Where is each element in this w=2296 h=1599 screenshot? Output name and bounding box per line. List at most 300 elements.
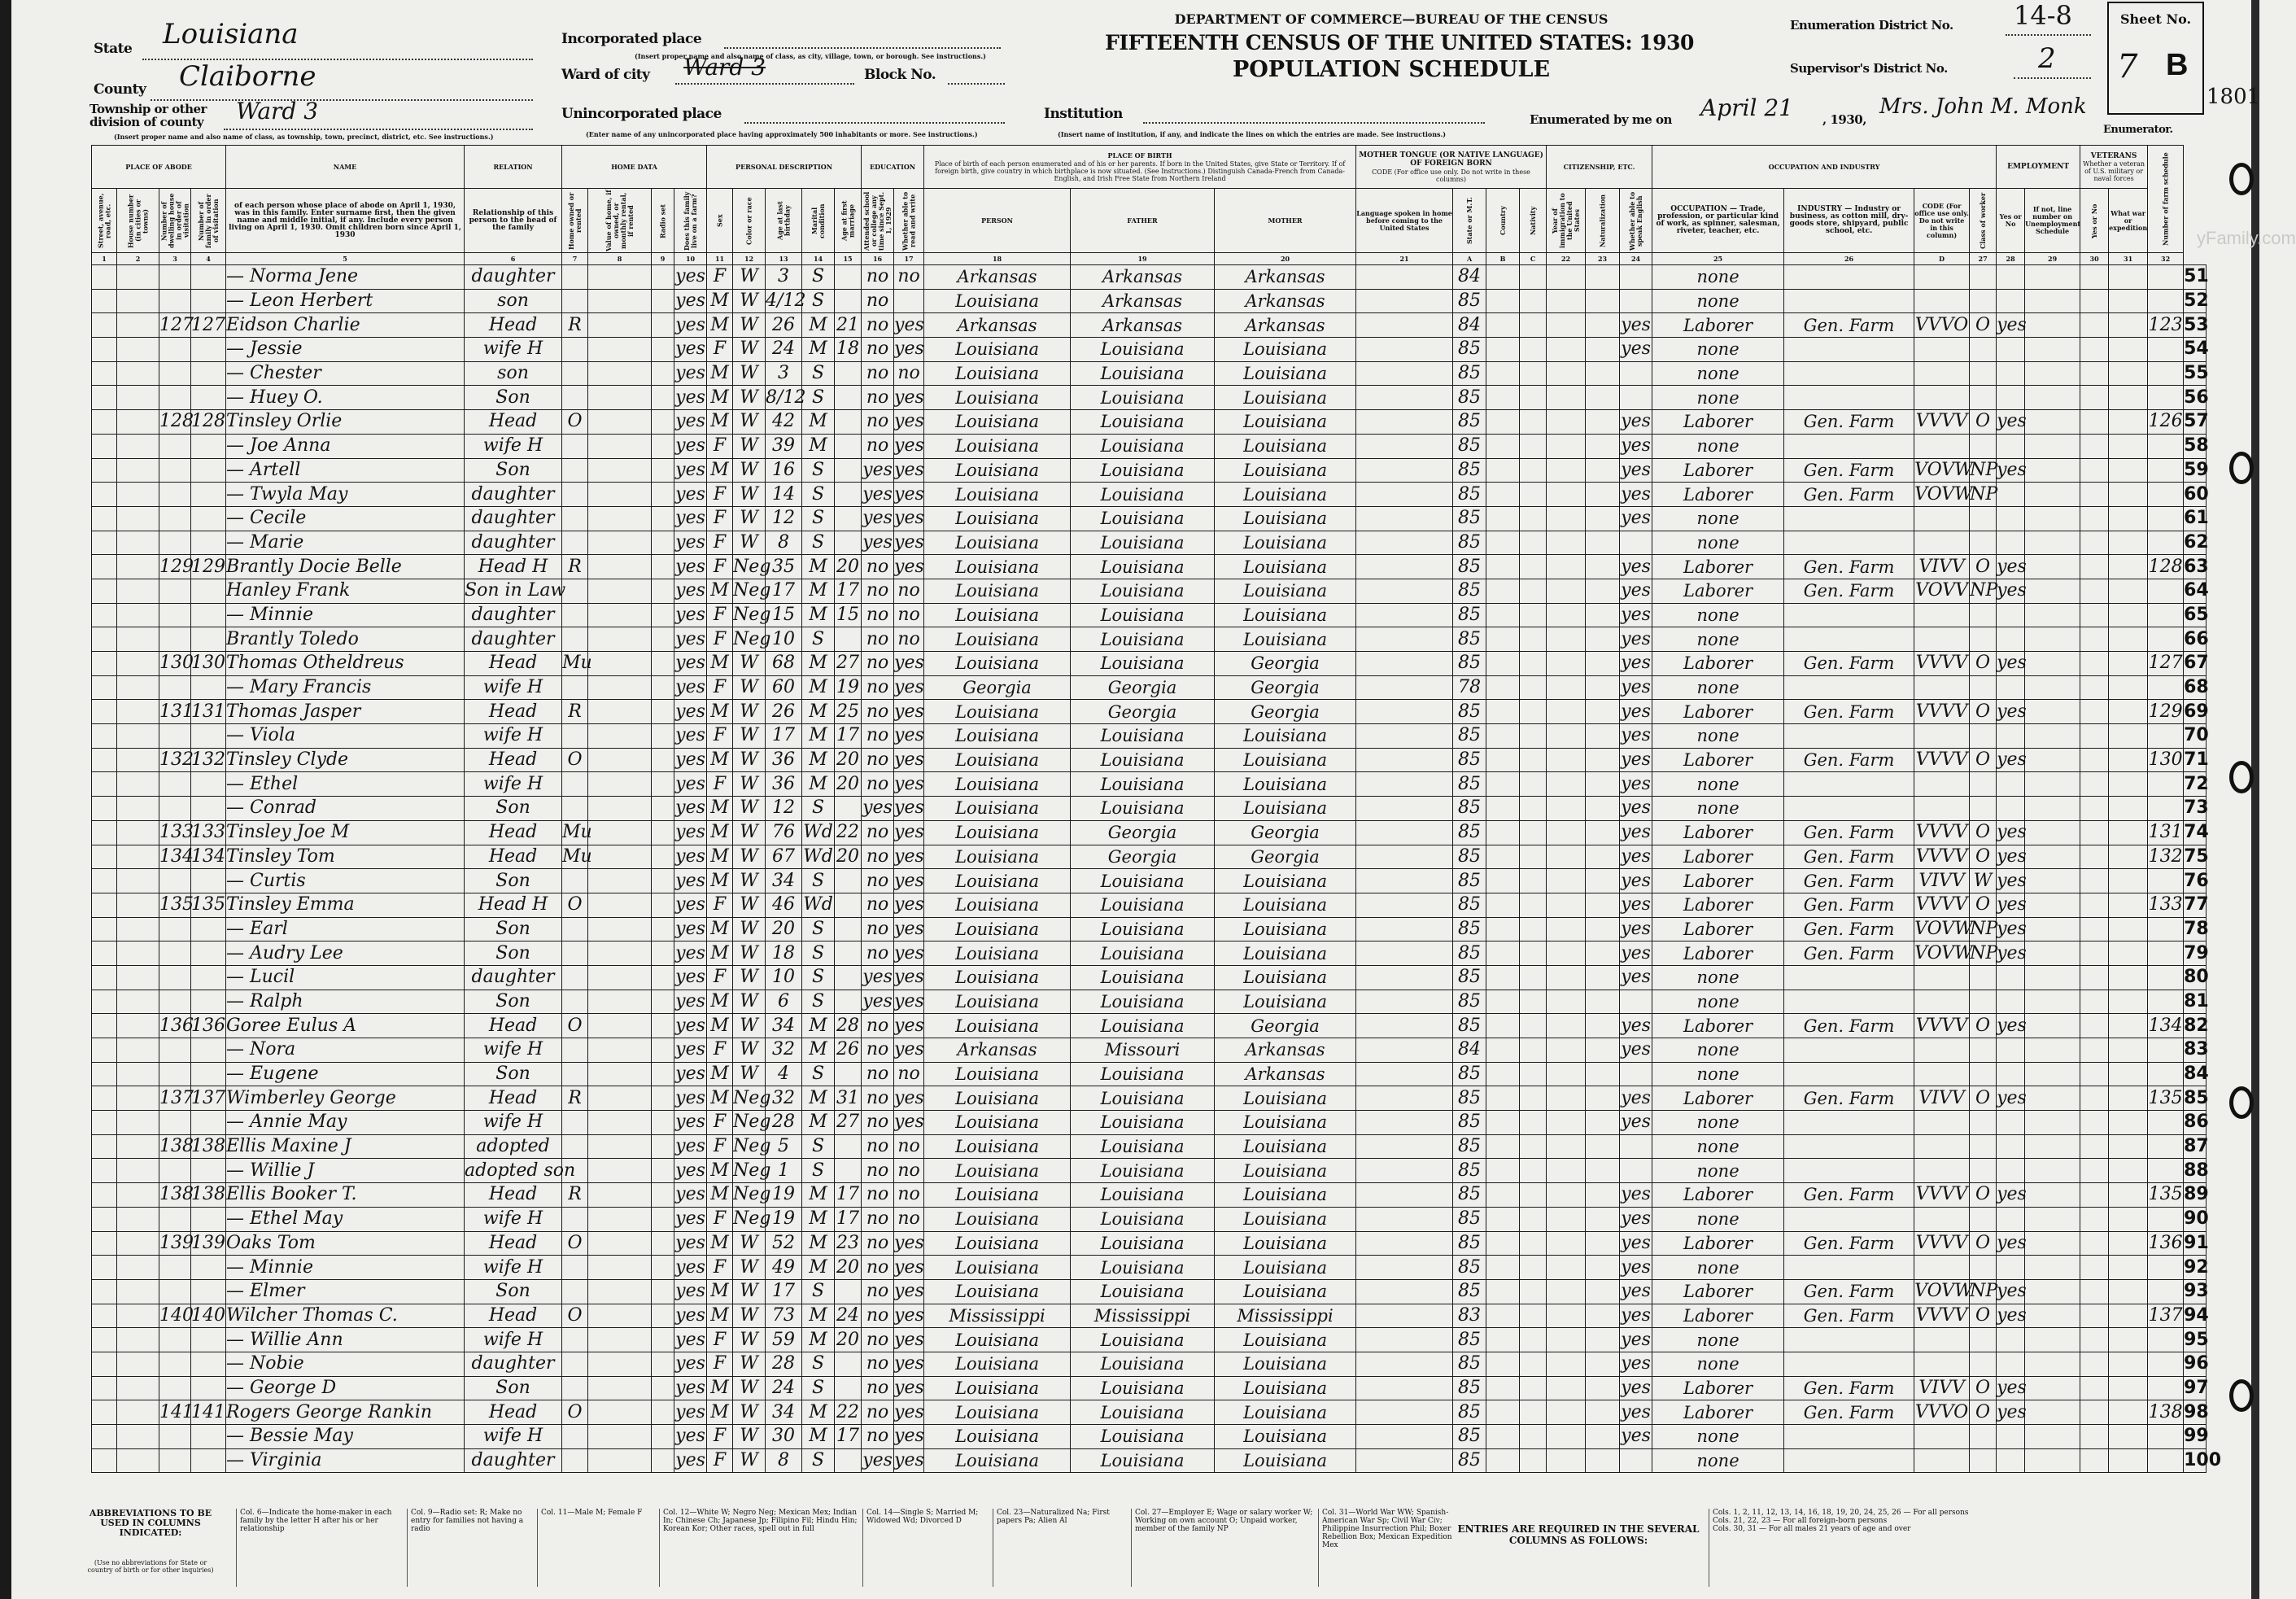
cell-father-birthplace: Louisiana	[1071, 1134, 1215, 1159]
cell-birthplace: Louisiana	[924, 1207, 1071, 1231]
cell-age: 3	[766, 361, 802, 386]
cell-war	[2109, 893, 2148, 917]
cell-occupation-code: VVVO	[1914, 1400, 1970, 1425]
cell-industry	[1784, 289, 1914, 313]
cell-home-value	[588, 1014, 652, 1038]
cell-age: 17	[766, 724, 802, 749]
cell-state-code: 85	[1453, 1352, 1486, 1376]
cell-race: W	[733, 313, 766, 338]
cell-employed	[1997, 361, 2025, 386]
cell-street	[92, 1400, 117, 1425]
cell-family-number	[191, 265, 226, 290]
cell-line-number: 81	[2184, 990, 2207, 1014]
cell-house-number	[117, 531, 159, 555]
cell-literacy: no	[894, 265, 924, 290]
column-number: 28	[1997, 253, 2025, 265]
cell-home-tenure: R	[562, 313, 588, 338]
line-number-header	[2184, 146, 2207, 265]
cell-war	[2109, 434, 2148, 458]
cell-state-code: 85	[1453, 1279, 1486, 1304]
cell-unemployment-line	[2025, 1448, 2080, 1473]
cell-home-tenure: O	[562, 893, 588, 917]
cell-mother-birthplace: Louisiana	[1215, 1328, 1356, 1352]
abbreviations-title: ABBREVIATIONS TO BE USED IN COLUMNS INDICATED:	[89, 1508, 212, 1538]
cell-age: 59	[766, 1328, 802, 1352]
cell-sex: F	[707, 265, 733, 290]
cell-industry: Gen. Farm	[1784, 820, 1914, 845]
cell-home-tenure	[562, 434, 588, 458]
cell-industry: Gen. Farm	[1784, 555, 1914, 579]
cell-school-attendance: no	[862, 1014, 894, 1038]
cell-class-of-worker: O	[1970, 1304, 1997, 1328]
column-header-english: Whether able to speak English	[1620, 189, 1652, 253]
abbrev-col31: Col. 31—World War WW; Spanish-American War Sp; Civil War Civ; Philippine Insurrection Phil; Boxer Rebellion Box; Mexican Expedition Mex	[1318, 1509, 1452, 1587]
cell-mother-tongue	[1356, 1231, 1453, 1256]
cell-person-name: — Leon Herbert	[226, 289, 465, 313]
cell-farm-residence: yes	[674, 965, 707, 990]
cell-mother-birthplace: Louisiana	[1215, 990, 1356, 1014]
cell-age-at-marriage	[835, 1062, 862, 1086]
cell-industry	[1784, 1207, 1914, 1231]
cell-class-of-worker	[1970, 434, 1997, 458]
cell-street	[92, 1134, 117, 1159]
cell-immigration-year	[1547, 338, 1586, 362]
cell-industry	[1784, 265, 1914, 290]
cell-home-value	[588, 531, 652, 555]
cell-occupation: none	[1652, 506, 1784, 531]
cell-speaks-english	[1620, 361, 1652, 386]
cell-birthplace: Louisiana	[924, 941, 1071, 966]
cell-farm-residence: yes	[674, 603, 707, 627]
cell-naturalization	[1586, 1014, 1620, 1038]
group-citizenship: CITIZENSHIP, ETC.	[1547, 146, 1652, 189]
cell-age-at-marriage	[835, 965, 862, 990]
supervisor-value: 2	[2038, 42, 2056, 75]
cell-speaks-english: yes	[1620, 1400, 1652, 1425]
cell-war	[2109, 1062, 2148, 1086]
column-header-industry: INDUSTRY — Industry or business, as cotton mill, dry-goods store, shipyard, public school, etc.	[1784, 189, 1914, 253]
cell-age: 30	[766, 1425, 802, 1449]
cell-school-attendance: no	[862, 1256, 894, 1280]
cell-sex: M	[707, 313, 733, 338]
cell-street	[92, 1231, 117, 1256]
cell-naturalization	[1586, 1038, 1620, 1063]
cell-country-code	[1486, 941, 1520, 966]
cell-veteran	[2080, 1448, 2109, 1473]
cell-father-birthplace: Louisiana	[1071, 1086, 1215, 1111]
cell-person-name: — Viola	[226, 724, 465, 749]
cell-literacy: no	[894, 579, 924, 603]
cell-industry	[1784, 338, 1914, 362]
cell-father-birthplace: Louisiana	[1071, 361, 1215, 386]
cell-farm-residence: yes	[674, 506, 707, 531]
cell-literacy: yes	[894, 845, 924, 869]
cell-race: W	[733, 1425, 766, 1449]
cell-house-number	[117, 1304, 159, 1328]
table-row	[92, 1256, 2207, 1280]
cell-mother-birthplace: Louisiana	[1215, 1352, 1356, 1376]
cell-radio	[652, 941, 674, 966]
cell-age: 17	[766, 1279, 802, 1304]
cell-employed	[1997, 1111, 2025, 1135]
cell-father-birthplace: Arkansas	[1071, 313, 1215, 338]
cell-speaks-english: yes	[1620, 748, 1652, 772]
cell-street	[92, 579, 117, 603]
table-row	[92, 1448, 2207, 1473]
cell-relation: daughter	[465, 1448, 562, 1473]
cell-school-attendance: no	[862, 1279, 894, 1304]
cell-marital-status: S	[802, 990, 835, 1014]
ed-line	[2006, 34, 2091, 36]
cell-occupation-code	[1914, 797, 1970, 821]
cell-mother-tongue	[1356, 1279, 1453, 1304]
cell-farm-residence: yes	[674, 845, 707, 869]
cell-class-of-worker	[1970, 990, 1997, 1014]
cell-mother-tongue	[1356, 1448, 1453, 1473]
cell-home-value	[588, 410, 652, 435]
abbrev-col27: Col. 27—Employer E; Wage or salary worker W; Working on own account O; Unpaid worker, member of the family NP	[1131, 1509, 1314, 1587]
cell-sex: F	[707, 1352, 733, 1376]
cell-birthplace: Louisiana	[924, 1086, 1071, 1111]
cell-relation: wife H	[465, 1425, 562, 1449]
cell-state-code: 85	[1453, 1183, 1486, 1208]
cell-speaks-english: yes	[1620, 1086, 1652, 1111]
cell-sex: M	[707, 1014, 733, 1038]
cell-veteran	[2080, 941, 2109, 966]
cell-line-number: 98	[2184, 1400, 2207, 1425]
column-number: A	[1453, 253, 1486, 265]
cell-sex: M	[707, 410, 733, 435]
unincorporated-label: Unincorporated place	[561, 106, 722, 122]
cell-speaks-english	[1620, 386, 1652, 410]
cell-industry: Gen. Farm	[1784, 1014, 1914, 1038]
cell-birthplace: Louisiana	[924, 990, 1071, 1014]
incorporated-line	[724, 47, 1001, 49]
cell-family-number	[191, 1062, 226, 1086]
cell-class-of-worker	[1970, 338, 1997, 362]
cell-radio	[652, 531, 674, 555]
cell-war	[2109, 797, 2148, 821]
cell-home-tenure	[562, 869, 588, 893]
cell-line-number: 56	[2184, 386, 2207, 410]
cell-age-at-marriage: 31	[835, 1086, 862, 1111]
cell-state-code: 85	[1453, 410, 1486, 435]
column-header-sex: Sex	[707, 189, 733, 253]
cell-home-value	[588, 797, 652, 821]
cell-immigration-year	[1547, 410, 1586, 435]
cell-birthplace: Louisiana	[924, 1425, 1071, 1449]
cell-unemployment-line	[2025, 941, 2080, 966]
cell-age: 28	[766, 1352, 802, 1376]
cell-mother-tongue	[1356, 965, 1453, 990]
cell-home-tenure	[562, 1425, 588, 1449]
cell-farm-schedule-number	[2148, 675, 2184, 700]
cell-literacy: yes	[894, 820, 924, 845]
cell-home-value	[588, 1256, 652, 1280]
cell-sex: F	[707, 434, 733, 458]
cell-industry	[1784, 965, 1914, 990]
cell-mother-birthplace: Louisiana	[1215, 965, 1356, 990]
cell-person-name: Rogers George Rankin	[226, 1400, 465, 1425]
cell-marital-status: S	[802, 1062, 835, 1086]
cell-street	[92, 434, 117, 458]
table-row	[92, 1304, 2207, 1328]
cell-class-of-worker: NP	[1970, 941, 1997, 966]
cell-occupation: none	[1652, 797, 1784, 821]
table-row	[92, 700, 2207, 724]
cell-state-code: 85	[1453, 627, 1486, 652]
cell-sex: M	[707, 820, 733, 845]
cell-school-attendance: no	[862, 869, 894, 893]
cell-father-birthplace: Louisiana	[1071, 965, 1215, 990]
column-header-person: PERSON	[924, 189, 1071, 253]
state-value: Louisiana	[163, 18, 299, 50]
cell-immigration-year	[1547, 627, 1586, 652]
cell-employed: yes	[1997, 579, 2025, 603]
cell-employed: yes	[1997, 652, 2025, 676]
cell-family-number	[191, 675, 226, 700]
cell-farm-residence: yes	[674, 893, 707, 917]
cell-nativity-code	[1520, 386, 1547, 410]
cell-occupation-code: VVVV	[1914, 652, 1970, 676]
cell-sex: M	[707, 797, 733, 821]
cell-immigration-year	[1547, 1448, 1586, 1473]
cell-mother-tongue	[1356, 748, 1453, 772]
cell-immigration-year	[1547, 1279, 1586, 1304]
cell-class-of-worker: O	[1970, 1400, 1997, 1425]
cell-age: 39	[766, 434, 802, 458]
cell-farm-residence: yes	[674, 483, 707, 507]
cell-speaks-english: yes	[1620, 1014, 1652, 1038]
cell-class-of-worker	[1970, 772, 1997, 797]
cell-immigration-year	[1547, 1134, 1586, 1159]
column-header-read: Whether able to read and write	[894, 189, 924, 253]
cell-family-number: 138	[191, 1183, 226, 1208]
cell-occupation-code	[1914, 965, 1970, 990]
column-number: 2	[117, 253, 159, 265]
cell-home-value	[588, 555, 652, 579]
cell-radio	[652, 555, 674, 579]
cell-age: 8/12	[766, 386, 802, 410]
table-row	[92, 483, 2207, 507]
cell-country-code	[1486, 1425, 1520, 1449]
cell-father-birthplace: Louisiana	[1071, 1014, 1215, 1038]
cell-veteran	[2080, 1304, 2109, 1328]
cell-mother-birthplace: Louisiana	[1215, 531, 1356, 555]
cell-farm-schedule-number	[2148, 603, 2184, 627]
cell-unemployment-line	[2025, 1207, 2080, 1231]
cell-school-attendance: yes	[862, 483, 894, 507]
cell-mother-birthplace: Louisiana	[1215, 1159, 1356, 1183]
cell-house-number	[117, 845, 159, 869]
cell-house-number	[117, 1086, 159, 1111]
table-row	[92, 1376, 2207, 1400]
cell-class-of-worker	[1970, 506, 1997, 531]
column-header-radio: Radio set	[652, 189, 674, 253]
cell-occupation-code: VVVV	[1914, 1231, 1970, 1256]
form-footer	[81, 1507, 2197, 1593]
cell-country-code	[1486, 531, 1520, 555]
cell-age: 19	[766, 1207, 802, 1231]
cell-line-number: 58	[2184, 434, 2207, 458]
cell-occupation: none	[1652, 338, 1784, 362]
cell-country-code	[1486, 579, 1520, 603]
group-veterans	[2080, 146, 2148, 189]
cell-marital-status: Wd	[802, 845, 835, 869]
cell-industry	[1784, 386, 1914, 410]
cell-class-of-worker	[1970, 386, 1997, 410]
cell-naturalization	[1586, 1279, 1620, 1304]
cell-age-at-marriage: 17	[835, 1183, 862, 1208]
cell-age: 1	[766, 1159, 802, 1183]
cell-line-number: 67	[2184, 652, 2207, 676]
sheet-number: 7	[2117, 48, 2138, 85]
cell-immigration-year	[1547, 748, 1586, 772]
cell-school-attendance: no	[862, 652, 894, 676]
cell-radio	[652, 1062, 674, 1086]
cell-marital-status: M	[802, 1304, 835, 1328]
cell-employed	[1997, 1134, 2025, 1159]
cell-relation: son	[465, 289, 562, 313]
cell-age: 12	[766, 506, 802, 531]
column-header-occupation: OCCUPATION — Trade, profession, or particular kind of work, as spinner, salesman, riveter, teacher, etc.	[1652, 189, 1784, 253]
cell-father-birthplace: Louisiana	[1071, 483, 1215, 507]
township-line	[224, 129, 533, 130]
cell-occupation-code: VVVO	[1914, 313, 1970, 338]
cell-relation: Head	[465, 820, 562, 845]
cell-state-code: 85	[1453, 338, 1486, 362]
cell-mother-birthplace: Georgia	[1215, 820, 1356, 845]
cell-employed	[1997, 1038, 2025, 1063]
cell-school-attendance: no	[862, 603, 894, 627]
cell-unemployment-line	[2025, 700, 2080, 724]
cell-relation: wife H	[465, 1328, 562, 1352]
cell-immigration-year	[1547, 675, 1586, 700]
cell-nativity-code	[1520, 627, 1547, 652]
cell-street	[92, 1014, 117, 1038]
cell-industry: Gen. Farm	[1784, 748, 1914, 772]
cell-speaks-english: yes	[1620, 1183, 1652, 1208]
cell-war	[2109, 1134, 2148, 1159]
cell-street	[92, 675, 117, 700]
cell-home-tenure: O	[562, 748, 588, 772]
cell-mother-tongue	[1356, 289, 1453, 313]
cell-line-number: 74	[2184, 820, 2207, 845]
cell-home-value	[588, 772, 652, 797]
cell-farm-residence: yes	[674, 990, 707, 1014]
column-number: 7	[562, 253, 588, 265]
cell-occupation: Laborer	[1652, 917, 1784, 941]
cell-state-code: 85	[1453, 361, 1486, 386]
cell-family-number	[191, 483, 226, 507]
cell-class-of-worker: O	[1970, 313, 1997, 338]
cell-line-number: 57	[2184, 410, 2207, 435]
cell-nativity-code	[1520, 361, 1547, 386]
cell-war	[2109, 845, 2148, 869]
cell-farm-schedule-number	[2148, 265, 2184, 290]
cell-veteran	[2080, 434, 2109, 458]
cell-sex: M	[707, 361, 733, 386]
cell-immigration-year	[1547, 361, 1586, 386]
column-number: 5	[226, 253, 465, 265]
cell-war	[2109, 652, 2148, 676]
cell-birthplace: Mississippi	[924, 1304, 1071, 1328]
cell-state-code: 85	[1453, 820, 1486, 845]
cell-family-number	[191, 1376, 226, 1400]
cell-mother-birthplace: Mississippi	[1215, 1304, 1356, 1328]
column-header-code-c: Nativity	[1520, 189, 1547, 253]
cell-unemployment-line	[2025, 603, 2080, 627]
cell-marital-status: M	[802, 1328, 835, 1352]
table-row	[92, 820, 2207, 845]
cell-family-number: 128	[191, 410, 226, 435]
cell-unemployment-line	[2025, 1134, 2080, 1159]
cell-home-tenure	[562, 265, 588, 290]
cell-unemployment-line	[2025, 627, 2080, 652]
cell-relation: wife H	[465, 1038, 562, 1063]
cell-line-number: 75	[2184, 845, 2207, 869]
cell-dwelling-number	[159, 1256, 191, 1280]
column-number: 19	[1071, 253, 1215, 265]
cell-age-at-marriage: 17	[835, 724, 862, 749]
cell-veteran	[2080, 1159, 2109, 1183]
cell-country-code	[1486, 313, 1520, 338]
cell-age: 15	[766, 603, 802, 627]
cell-farm-residence: yes	[674, 579, 707, 603]
cell-industry: Gen. Farm	[1784, 313, 1914, 338]
cell-marital-status: M	[802, 1231, 835, 1256]
cell-street	[92, 917, 117, 941]
cell-farm-residence: yes	[674, 748, 707, 772]
cell-race: Neg	[733, 1111, 766, 1135]
cell-person-name: Eidson Charlie	[226, 313, 465, 338]
abbrev-col12: Col. 12—White W; Negro Neg; Mexican Mex; Indian In; Chinese Ch; Japanese Jp; Filipino Fil; Hindu Hin; Korean Kor; Other races, spell out in full	[659, 1509, 858, 1587]
cell-farm-residence: yes	[674, 1304, 707, 1328]
cell-sex: F	[707, 1328, 733, 1352]
cell-race: W	[733, 1231, 766, 1256]
cell-age: 26	[766, 700, 802, 724]
cell-street	[92, 338, 117, 362]
cell-home-value	[588, 965, 652, 990]
cell-nativity-code	[1520, 313, 1547, 338]
cell-speaks-english	[1620, 990, 1652, 1014]
cell-sex: F	[707, 675, 733, 700]
column-header-race: Color or race	[733, 189, 766, 253]
cell-father-birthplace: Louisiana	[1071, 1279, 1215, 1304]
cell-radio	[652, 1256, 674, 1280]
cell-farm-schedule-number	[2148, 338, 2184, 362]
cell-nativity-code	[1520, 917, 1547, 941]
cell-immigration-year	[1547, 724, 1586, 749]
cell-occupation-code	[1914, 1448, 1970, 1473]
cell-family-number	[191, 338, 226, 362]
cell-occupation-code	[1914, 990, 1970, 1014]
cell-veteran	[2080, 1256, 2109, 1280]
cell-industry	[1784, 1448, 1914, 1473]
cell-naturalization	[1586, 265, 1620, 290]
cell-age-at-marriage	[835, 917, 862, 941]
cell-house-number	[117, 579, 159, 603]
column-header-emp-yes: Yes or No	[1997, 189, 2025, 253]
cell-farm-residence: yes	[674, 1425, 707, 1449]
cell-veteran	[2080, 627, 2109, 652]
cell-age-at-marriage	[835, 941, 862, 966]
cell-person-name: — Cecile	[226, 506, 465, 531]
cell-mother-tongue	[1356, 700, 1453, 724]
cell-home-value	[588, 845, 652, 869]
cell-occupation-code	[1914, 772, 1970, 797]
cell-age: 73	[766, 1304, 802, 1328]
